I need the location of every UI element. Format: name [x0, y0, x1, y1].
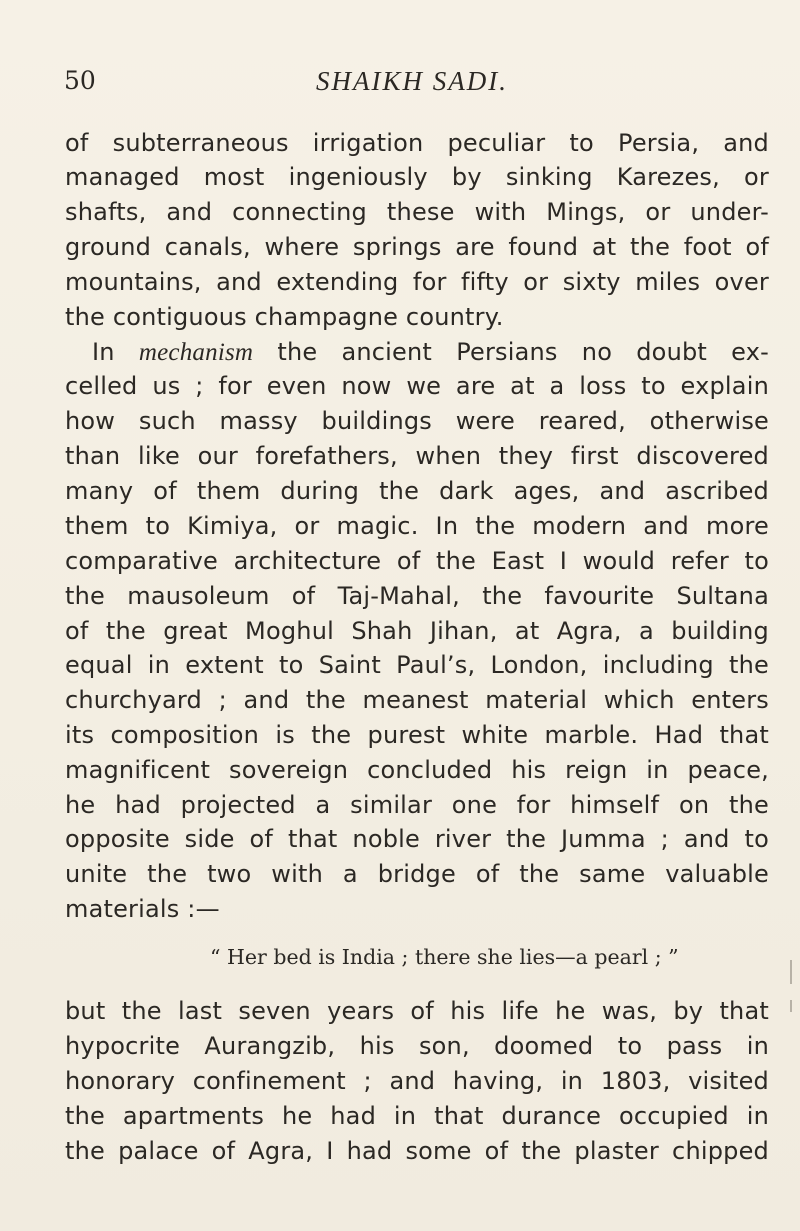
text-line: hypocrite Aurangzib, his son, doomed to pass in	[65, 1032, 769, 1060]
text-line: how such massy buildings were reared, otherwise	[65, 407, 769, 435]
text-line: churchyard ; and the meanest material which enters	[65, 686, 769, 714]
text-line: them to Kimiya, or magic. In the modern and more	[65, 512, 769, 540]
text-line: managed most ingeniously by sinking Karezes, or	[65, 163, 769, 191]
page-number: 50	[64, 66, 96, 95]
paragraph-opening-word: In	[92, 338, 115, 366]
emphasized-word: mechanism	[138, 339, 254, 366]
text-line: honorary confinement ; and having, in 1803, visited	[65, 1067, 769, 1095]
text-line: opposite side of that noble river the Jumma ; and to	[65, 825, 769, 853]
margin-mark	[790, 1000, 792, 1012]
text-line: celled us ; for even now we are at a loss to explain	[65, 372, 769, 400]
text-line: of subterraneous irrigation peculiar to Persia, and	[65, 129, 769, 157]
text-line: he had projected a similar one for himself on the	[65, 791, 769, 819]
text-line: mountains, and extending for fifty or sixty miles over	[65, 268, 769, 296]
text-line: many of them during the dark ages, and ascribed	[65, 477, 769, 505]
text-line: the mausoleum of Taj-Mahal, the favourite Sultana	[65, 582, 769, 610]
text-line: the contiguous champagne country.	[65, 303, 504, 331]
margin-mark	[790, 960, 792, 984]
text-line: the apartments he had in that durance occupied in	[65, 1102, 769, 1130]
paragraph-opening-rest: the ancient Persians no doubt ex-	[277, 338, 769, 366]
block-quote: “ Her bed is India ; there she lies—a pearl ; ”	[210, 945, 679, 969]
page-header	[64, 66, 764, 106]
text-line: materials :—	[65, 895, 220, 923]
text-line: unite the two with a bridge of the same valuable	[65, 860, 769, 888]
text-line: the palace of Agra, I had some of the plaster chipped	[65, 1137, 769, 1165]
text-line: ground canals, where springs are found at the foot of	[65, 233, 769, 261]
text-line: magnificent sovereign concluded his reign in peace,	[65, 756, 769, 784]
text-line: its composition is the purest white marble. Had that	[65, 721, 769, 749]
paragraph-opening-line	[92, 335, 769, 370]
text-line: of the great Moghul Shah Jihan, at Agra, a building	[65, 617, 769, 645]
text-line: than like our forefathers, when they first discovered	[65, 442, 769, 470]
running-head: SHAIKH SADI.	[316, 66, 508, 96]
text-line: comparative architecture of the East I would refer to	[65, 547, 769, 575]
text-line: but the last seven years of his life he was, by that	[65, 997, 769, 1025]
text-line: equal in extent to Saint Paul’s, London, including the	[65, 651, 769, 679]
text-line: shafts, and connecting these with Mings, or under-	[65, 198, 769, 226]
